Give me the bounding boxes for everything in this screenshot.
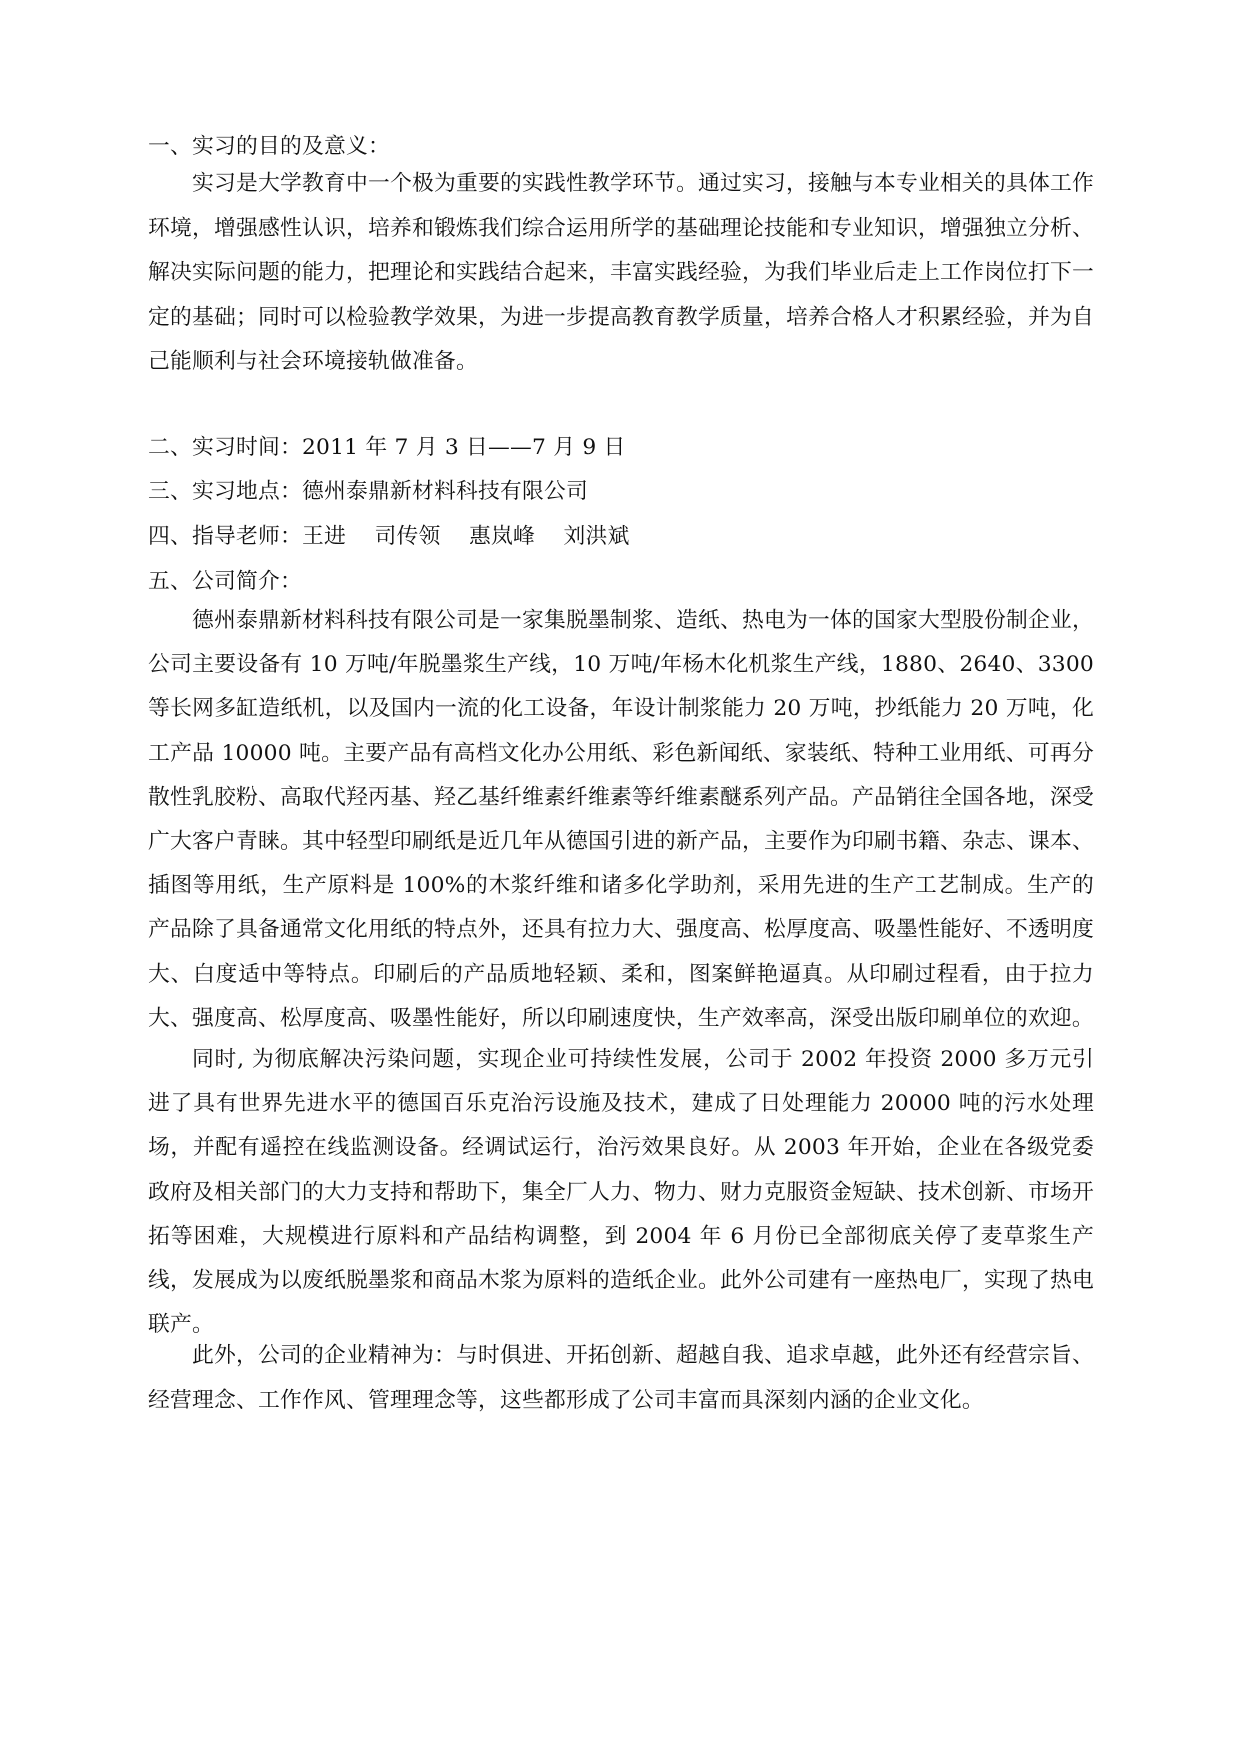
paragraph-company-intro-2: 同时, 为彻底解决污染问题，实现企业可持续性发展，公司于 2002 年投资 2000 多万元引进了具有世界先进水平的德国百乐克治污设施及技术，建成了日处理能力 20000 吨的污水处理场，并配有遥控在线监测设备。经调试运行，治污效果良好。从 2003 年开始，企业在各级党委政府及相关部门的大力支持和帮助下，集全厂人力、物力、财力克服资金短缺、技术创新、市场开拓等困难，大规模进行原料和产品结构调整，到 2004 年 6 月份已全部彻底关停了麦草浆生产线，发展成为以废纸脱墨浆和商品木浆为原料的造纸企业。此外公司建有一座热电厂，实现了热电联产。 xyxy=(148,1047,1094,1338)
line-internship-time: 二、实习时间：2011 年 7 月 3 日——7 月 9 日 xyxy=(148,435,626,460)
line-instructors: 四、指导老师：王进 司传领 惠岚峰 刘洪斌 xyxy=(148,524,630,549)
paragraph-company-intro-1: 德州泰鼎新材料科技有限公司是一家集脱墨制浆、造纸、热电为一体的国家大型股份制企业，公司主要设备有 10 万吨/年脱墨浆生产线，10 万吨/年杨木化机浆生产线，1880、2640、3300 等长网多缸造纸机，以及国内一流的化工设备，年设计制浆能力 20 万吨，抄纸能力 20 万吨，化工产品 10000 吨。主要产品有高档文化办公用纸、彩色新闻纸、家装纸、特种工业用纸、可再分散性乳胶粉、高取代羟丙基、羟乙基纤维素纤维素等纤维素醚系列产品。产品销往全国各地，深受广大客户青睐。其中轻型印刷纸是近几年从德国引进的新产品，主要作为印刷书籍、杂志、课本、插图等用纸，生产原料是 100%的木浆纤维和诸多化学助剂，采用先进的生产工艺制成。生产的产品除了具备通常文化用纸的特点外，还具有拉力大、强度高、松厚度高、吸墨性能好、不透明度大、白度适中等特点。印刷后的产品质地轻颖、柔和，图案鲜艳逼真。从印刷过程看，由于拉力大、强度高、松厚度高、吸墨性能好，所以印刷速度快，生产效率高，深受出版印刷单位的欢迎。 xyxy=(148,608,1094,1031)
paragraph-company-intro-3: 此外，公司的企业精神为：与时俱进、开拓创新、超越自我、追求卓越，此外还有经营宗旨、经营理念、工作作风、管理理念等，这些都形成了公司丰富而具深刻内涵的企业文化。 xyxy=(148,1343,1094,1413)
section-heading-company-intro: 五、公司简介： xyxy=(148,569,302,594)
paragraph-purpose: 实习是大学教育中一个极为重要的实践性教学环节。通过实习，接触与本专业相关的具体工作环境，增强感性认识，培养和锻炼我们综合运用所学的基础理论技能和专业知识，增强独立分析、解决实际问题的能力，把理论和实践结合起来，丰富实践经验，为我们毕业后走上工作岗位打下一定的基础；同时可以检验教学效果，为进一步提高教育教学质量，培养合格人才积累经验，并为自己能顺利与社会环境接轨做准备。 xyxy=(148,171,1094,374)
section-heading-purpose: 一、实习的目的及意义： xyxy=(148,134,390,159)
line-internship-location: 三、实习地点：德州泰鼎新材料科技有限公司 xyxy=(148,479,588,504)
